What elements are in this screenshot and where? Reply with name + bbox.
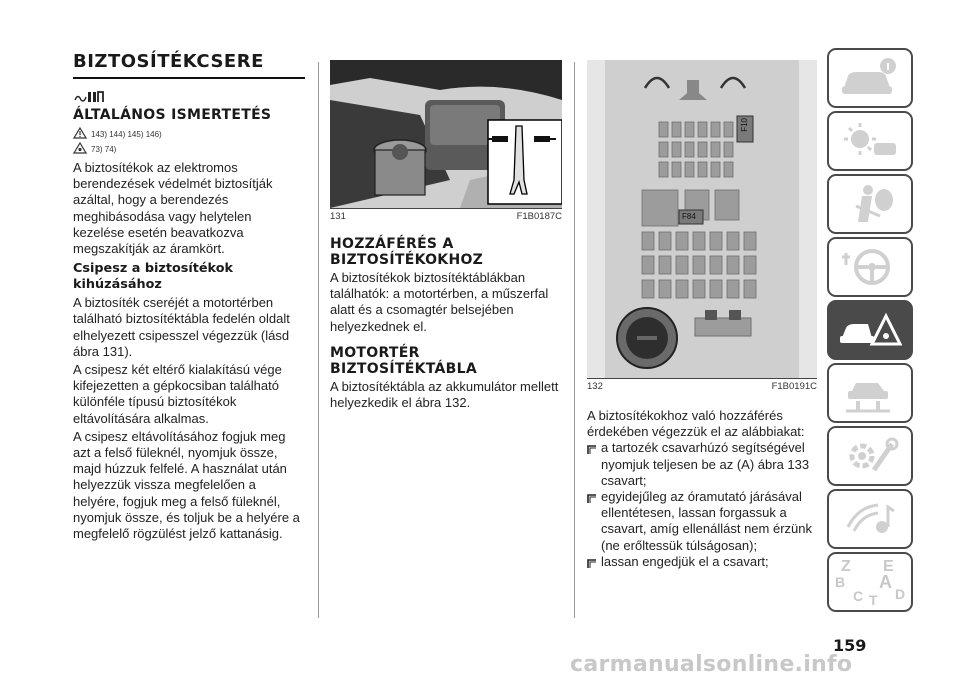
tab-safety[interactable] — [827, 174, 913, 234]
breakdown-warning-icon — [838, 308, 902, 352]
tab-technical-data[interactable] — [827, 426, 913, 486]
figure-131-caption — [330, 210, 562, 224]
step-2-text: egyidejűleg az óramutató járásával ellentétesen, lassan forgassuk a csavart, amíg ellenállást nem érzünk (ne erőltessük túlságosan); — [601, 489, 812, 553]
index-letter: C — [853, 588, 864, 604]
warning-triangle-icon — [73, 127, 87, 139]
car-info-icon — [838, 56, 902, 100]
figure-132-number: 132 — [587, 381, 603, 392]
access-intro-paragraph: A biztosítékokhoz való hozzáférés érdekében végezzük el az alábbiakat: — [587, 408, 805, 440]
tab-dashboard[interactable] — [827, 48, 913, 108]
page-number: 159 — [833, 636, 867, 655]
tab-starting-driving[interactable] — [827, 237, 913, 297]
tweezers-paragraph-3: A csipesz eltávolításához fogjuk meg azt a felső füleknél, nyomjuk össze, majd húzzuk felfelé. A használat után helyezzük vissza megfelelően a helyére, fogjuk meg a felső füleknél, nyomjuk össze, és toljuk be a helyére a megfelelő rögzülést jelző kattanásig. — [73, 428, 300, 542]
index-letter: E — [883, 558, 894, 575]
figure-131-rule — [330, 208, 562, 209]
warning-refs-a-text: 143) 144) 145) 146) — [91, 130, 162, 139]
tab-index[interactable] — [827, 552, 913, 612]
engine-fusebox-paragraph: A biztosítéktábla az akkumulátor mellett helyezkedik el ábra 132. — [330, 378, 559, 411]
column-right — [587, 60, 817, 573]
info-triangle-icon — [73, 142, 87, 154]
checkbox-bullet-icon — [587, 489, 597, 554]
fuse-symbol-icon — [73, 89, 305, 105]
figure-131-code: F1B0187C — [516, 211, 562, 222]
index-letter: B — [835, 574, 846, 590]
fuse-access-paragraph: A biztosítékok biztosítéktáblákban találhatók: a motortérben, a műszerfal alatt és a csomagtér belsejében helyezkednek el. — [330, 270, 549, 334]
tweezers-paragraph-2: A csipesz két eltérő kialakítású vége kifejezetten a gépkocsiban található különféle típusú biztosítékok eltávolítására alkalmas. — [73, 362, 282, 426]
index-letter: D — [895, 586, 906, 602]
title-rule — [73, 77, 305, 79]
index-letter: T — [869, 592, 878, 608]
subtitle-general: ÁLTALÁNOS ISMERTETÉS — [73, 107, 272, 123]
column-middle — [330, 60, 562, 411]
tab-lights-controls[interactable] — [827, 111, 913, 171]
intro-paragraph: A biztosítékok az elektromos berendezések védelmét biztosítják azáltal, hogy a berendezés meghibásodása vagy helytelen kezelése esetén beavatkozva megszakítják az áramkört. — [73, 160, 273, 257]
index-letter: A — [879, 572, 892, 592]
airbag-seat-icon — [838, 182, 902, 226]
step-2 — [587, 489, 817, 554]
fuse-label-f84: F84 — [682, 212, 696, 221]
figure-131-engine-bay — [330, 60, 562, 208]
step-1-text: a tartozék csavarhúzó segítségével nyomjuk teljesen be az (A) ábra 133 csavart; — [601, 440, 810, 488]
heading-engine-fusebox: MOTORTÉR BIZTOSÍTÉKTÁBLA — [330, 344, 477, 377]
section-title: BIZTOSÍTÉKCSERE — [73, 51, 264, 72]
car-lift-icon — [838, 371, 902, 415]
column-left — [73, 52, 305, 542]
figure-132-fusebox-cover — [587, 60, 817, 378]
tab-multimedia[interactable] — [827, 489, 913, 549]
tweezers-subheading: Csipesz a biztosítékok kihúzásához — [73, 261, 234, 293]
figure-132-code: F1B0191C — [771, 381, 817, 392]
tab-maintenance[interactable] — [827, 363, 913, 423]
column-divider-2 — [574, 62, 575, 618]
heading-fuse-access: HOZZÁFÉRÉS A BIZTOSÍTÉKOKHOZ — [330, 236, 484, 268]
column-divider-1 — [318, 62, 319, 618]
fuse-label-f10: F10 — [740, 118, 749, 132]
watermark[interactable]: carmanualsonline.info — [570, 652, 853, 677]
tab-emergency[interactable] — [827, 300, 913, 360]
figure-131-number: 131 — [330, 211, 346, 222]
tweezers-paragraph-1: A biztosíték cseréjét a motortérben található biztosítéktábla fedelén oldalt elhelyezett csipesszel végezzük (lásd ábra 131). — [73, 295, 290, 359]
media-signal-icon — [838, 497, 902, 541]
wrench-gear-icon — [838, 434, 902, 478]
figure-132-rule — [587, 378, 817, 379]
checkbox-bullet-icon — [587, 440, 597, 489]
figure-132-caption — [587, 380, 817, 394]
checkbox-bullet-icon — [587, 554, 597, 573]
step-3 — [587, 554, 817, 573]
warning-refs-b — [73, 142, 305, 154]
chapter-tabs — [827, 48, 913, 615]
steering-wheel-icon — [838, 245, 902, 289]
warning-refs-a — [73, 127, 305, 139]
step-1 — [587, 440, 817, 489]
sun-light-icon — [838, 119, 902, 163]
index-letter: Z — [841, 558, 851, 575]
step-3-text: lassan engedjük el a csavart; — [601, 553, 769, 569]
warning-refs-b-text: 73) 74) — [91, 145, 117, 154]
